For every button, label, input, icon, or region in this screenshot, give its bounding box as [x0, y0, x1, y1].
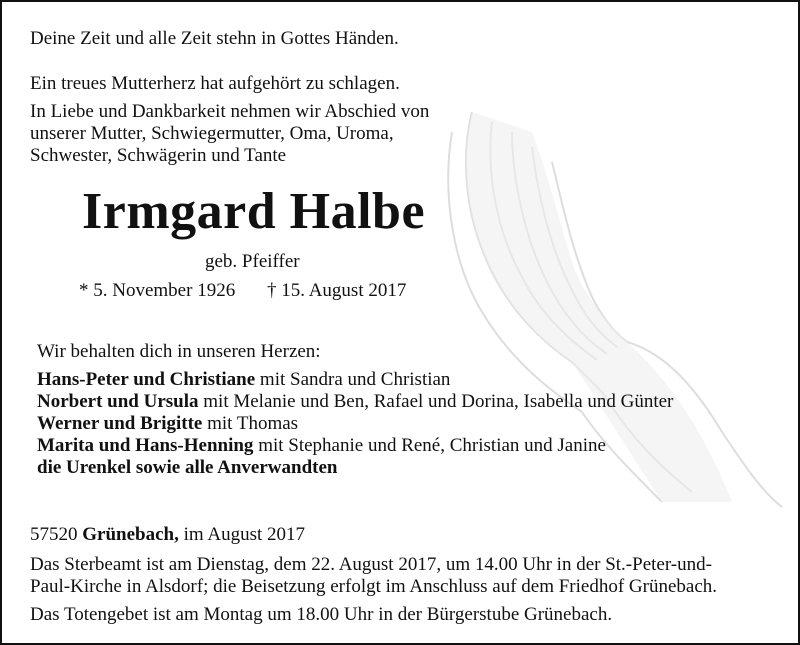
birth-date: * 5. November 1926: [79, 280, 236, 301]
place-date-line: [30, 524, 305, 546]
intro-line: Ein treues Mutterherz hat aufgehört zu schlagen.: [30, 73, 400, 94]
mourner-line: [37, 413, 298, 435]
deceased-name: Irmgard Halbe: [82, 183, 426, 240]
funeral-info: Paul-Kirche in Alsdorf; die Beisetzung erfolgt im Anschluss auf dem Friedhof Grünebach.: [30, 576, 718, 597]
mourner-bold: Norbert und Ursula: [37, 391, 199, 412]
mourner-line: [37, 457, 337, 479]
mourner-bold: die Urenkel sowie alle Anverwandten: [37, 457, 338, 478]
maiden-name: geb. Pfeiffer: [205, 251, 300, 272]
death-date: † 15. August 2017: [267, 280, 407, 301]
place-name: Grünebach,: [82, 524, 179, 545]
motto: Deine Zeit und alle Zeit stehn in Gottes Händen.: [30, 28, 399, 49]
funeral-info: Das Sterbeamt ist am Dienstag, dem 22. August 2017, um 14.00 Uhr in der St.-Peter-und-: [30, 554, 712, 575]
place-date: im August 2017: [178, 524, 306, 545]
hearts-line: Wir behalten dich in unseren Herzen:: [37, 341, 321, 362]
mourner-line: [37, 369, 450, 391]
mourner-rest: mit Sandra und Christian: [255, 369, 451, 390]
mourner-bold: Marita und Hans-Henning: [37, 435, 254, 456]
mourner-line: [37, 435, 606, 457]
mourner-rest: mit Stephanie und René, Christian und Janine: [253, 435, 606, 456]
mourner-bold: Hans-Peter und Christiane: [37, 369, 256, 390]
intro-line: In Liebe und Dankbarkeit nehmen wir Abschied von: [30, 101, 430, 122]
intro-line: unserer Mutter, Schwiegermutter, Oma, Uroma,: [30, 123, 394, 144]
mourner-rest: mit Thomas: [202, 413, 299, 434]
prayer-info: Das Totengebet ist am Montag um 18.00 Uhr in der Bürgerstube Grünebach.: [30, 604, 613, 625]
mourner-rest: mit Melanie und Ben, Rafael und Dorina, Isabella und Günter: [198, 391, 674, 412]
mourner-bold: Werner und Brigitte: [37, 413, 203, 434]
postcode: 57520: [30, 524, 83, 545]
mourner-line: [37, 391, 673, 413]
intro-line: Schwester, Schwägerin und Tante: [30, 145, 287, 166]
